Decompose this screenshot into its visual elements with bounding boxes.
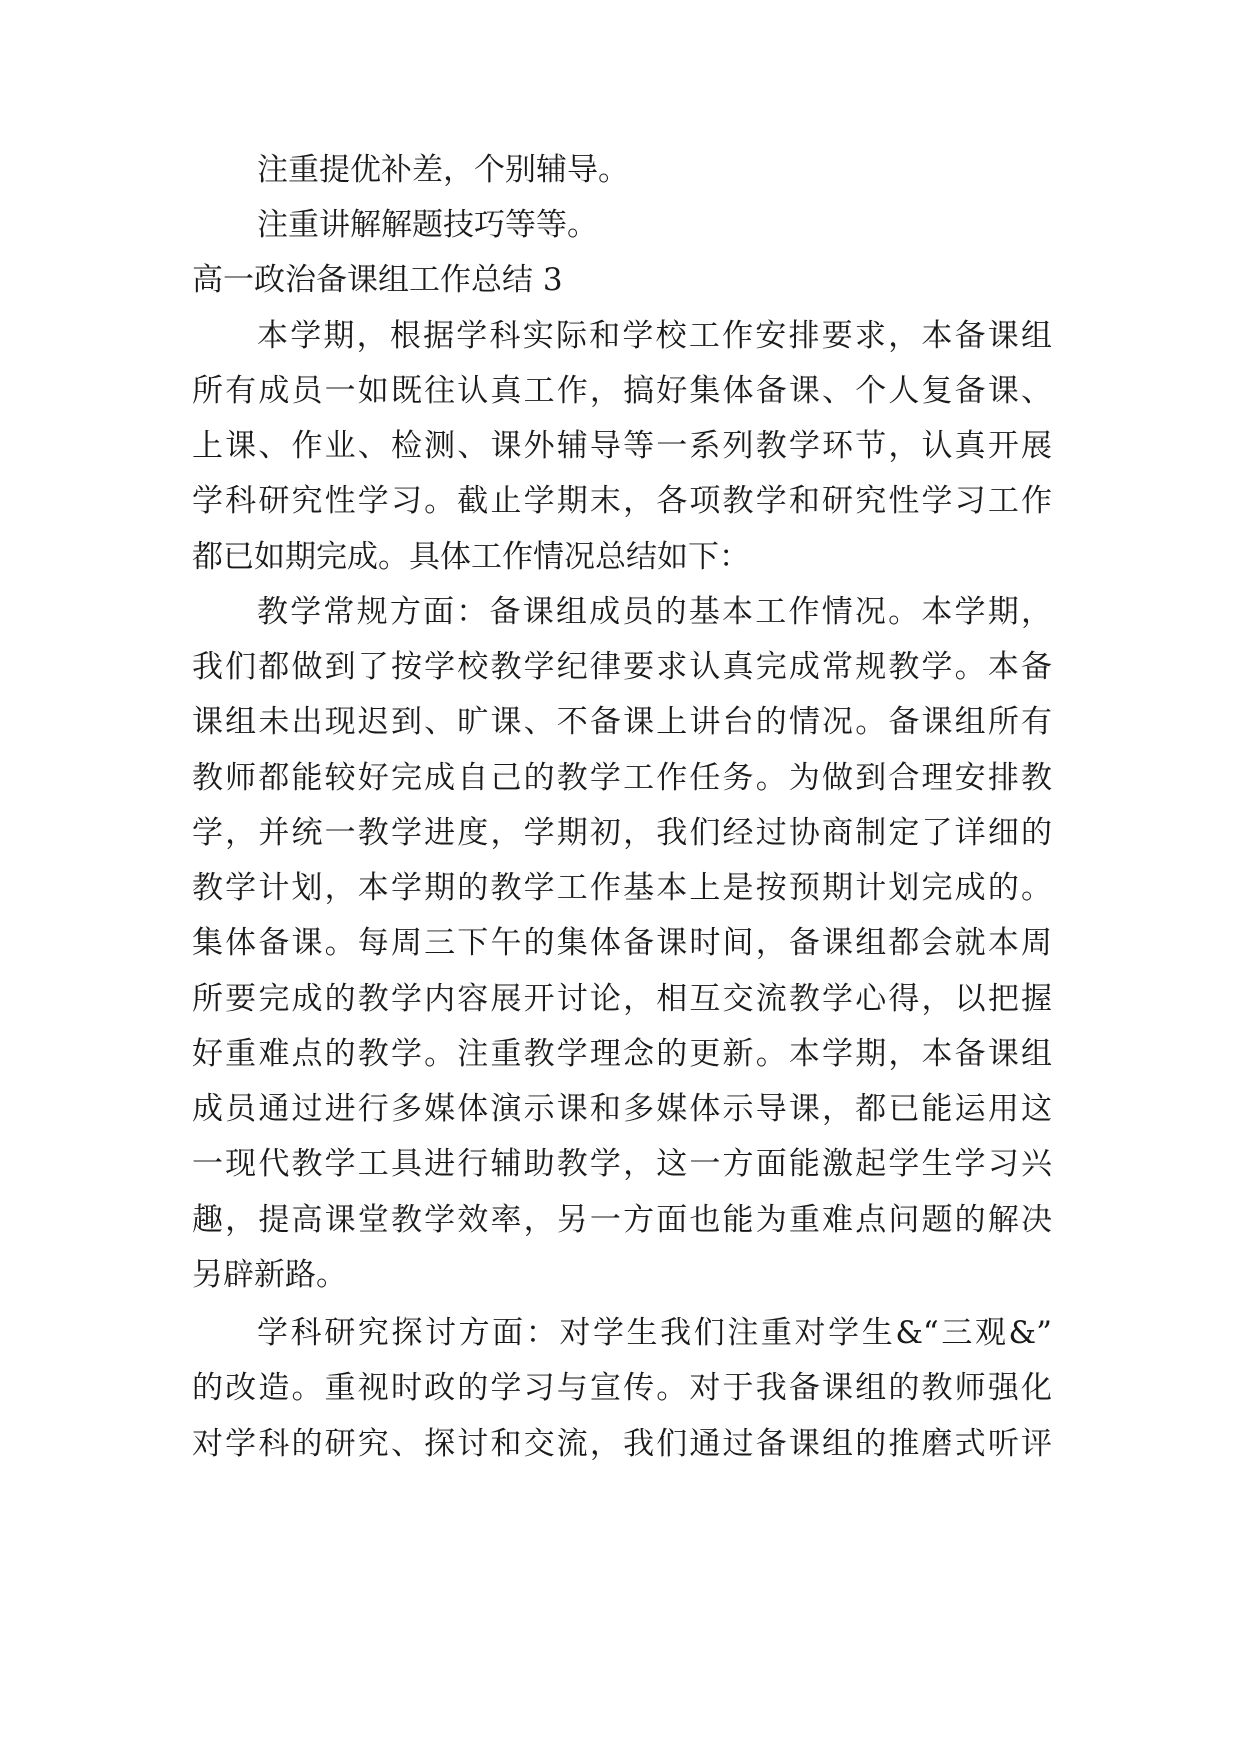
paragraph-line: 课组未出现迟到、旷课、不备课上讲台的情况。备课组所有 [192, 704, 1052, 740]
paragraph-line: 趣，提高课堂教学效率，另一方面也能为重难点问题的解决 [192, 1202, 1052, 1238]
paragraph-line: 一现代教学工具进行辅助教学，这一方面能激起学生学习兴 [192, 1146, 1052, 1182]
paragraph-line: 学，并统一教学进度，学期初，我们经过协商制定了详细的 [192, 815, 1052, 851]
paragraph-line: 对学科的研究、探讨和交流，我们通过备课组的推磨式听评 [192, 1426, 1052, 1462]
section-heading: 高一政治备课组工作总结 3 [192, 262, 563, 298]
paragraph-line: 本学期，根据学科实际和学校工作安排要求，本备课组 [257, 318, 1052, 354]
paragraph-line: 教师都能较好完成自己的教学工作任务。为做到合理安排教 [192, 760, 1052, 796]
paragraph-line: 学科研究探讨方面：对学生我们注重对学生&“三观&” [257, 1315, 1052, 1351]
paragraph-line: 成员通过进行多媒体演示课和多媒体示导课，都已能运用这 [192, 1091, 1052, 1127]
paragraph-line: 上课、作业、检测、课外辅导等一系列教学环节，认真开展 [192, 428, 1052, 464]
paragraph-line: 都已如期完成。具体工作情况总结如下： [192, 539, 750, 575]
paragraph-line: 另辟新路。 [192, 1257, 347, 1293]
paragraph-line: 教学计划，本学期的教学工作基本上是按预期计划完成的。 [192, 870, 1052, 906]
paragraph-line: 教学常规方面：备课组成员的基本工作情况。本学期， [257, 594, 1052, 630]
paragraph-line: 注重讲解解题技巧等等。 [257, 207, 598, 243]
paragraph-line: 注重提优补差，个别辅导。 [257, 152, 629, 188]
paragraph-line: 集体备课。每周三下午的集体备课时间，备课组都会就本周 [192, 925, 1052, 961]
paragraph-line: 所要完成的教学内容展开讨论，相互交流教学心得，以把握 [192, 981, 1052, 1017]
paragraph-line: 好重难点的教学。注重教学理念的更新。本学期，本备课组 [192, 1036, 1052, 1072]
paragraph-line: 的改造。重视时政的学习与宣传。对于我备课组的教师强化 [192, 1370, 1052, 1406]
paragraph-line: 我们都做到了按学校教学纪律要求认真完成常规教学。本备 [192, 649, 1052, 685]
paragraph-line: 所有成员一如既往认真工作，搞好集体备课、个人复备课、 [192, 373, 1052, 409]
paragraph-line: 学科研究性学习。截止学期末，各项教学和研究性学习工作 [192, 483, 1052, 519]
